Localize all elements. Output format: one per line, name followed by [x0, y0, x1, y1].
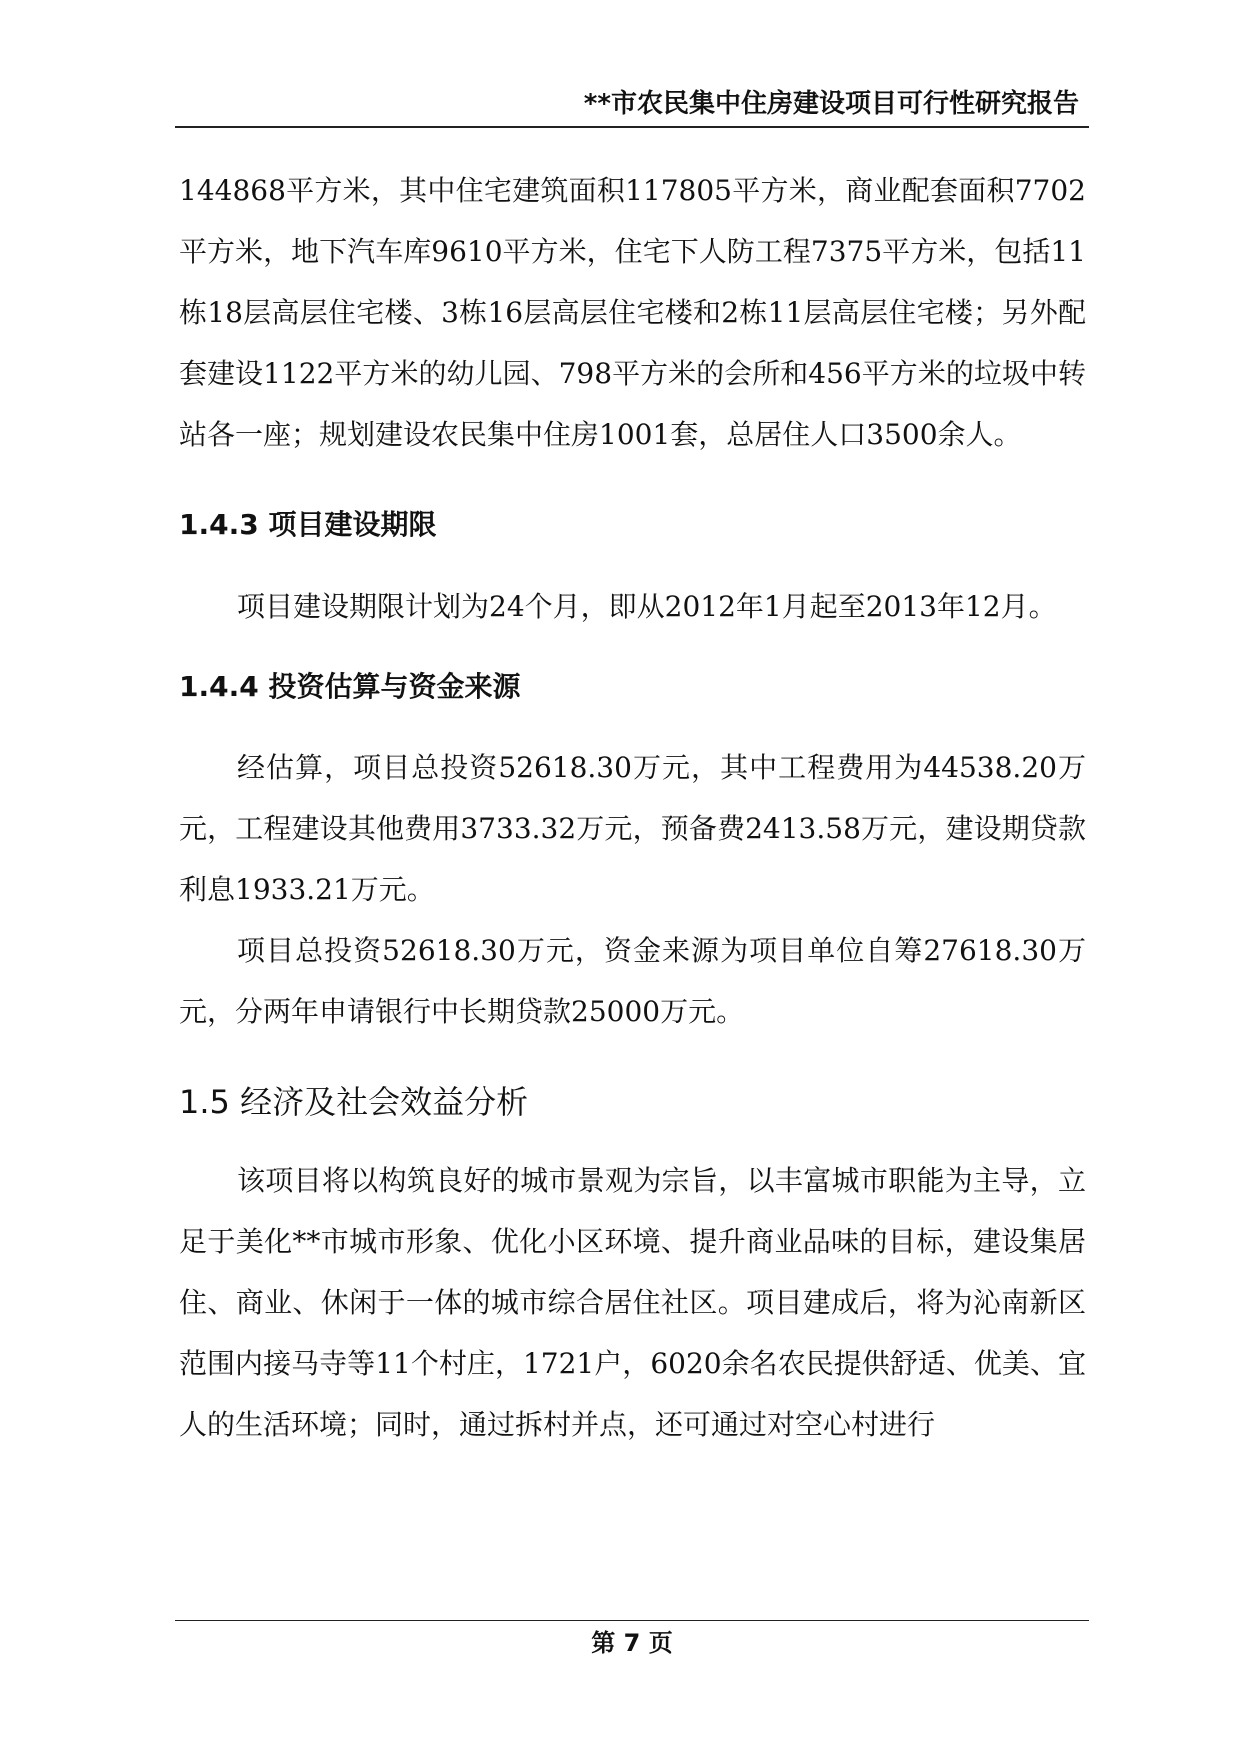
section-heading-1-4-4: 1.4.4 投资估算与资金来源: [179, 670, 521, 703]
spacer: [179, 465, 1086, 505]
section-1-4-4-paragraph-2: 项目总投资52618.30万元，资金来源为项目单位自筹27618.30万元，分两年申请银行中长期贷款25000万元。: [179, 934, 1086, 1028]
page-number: 第 7 页: [591, 1629, 673, 1657]
intro-paragraph: 144868平方米，其中住宅建筑面积117805平方米，商业配套面积7702平方米，地下汽车库9610平方米，住宅下人防工程7375平方米，包括11栋18层高层住宅楼、3栋16层高层住宅楼和2栋11层高层住宅楼；另外配套建设1122平方米的幼儿园、798平方米的会所和456平方米的垃圾中转站各一座；规划建设农民集中住房1001套，总居住人口3500余人。: [179, 174, 1086, 451]
spacer: [179, 545, 1086, 576]
spacer: [179, 707, 1086, 737]
section-heading-1-5: 1.5 经济及社会效益分析: [179, 1083, 529, 1121]
spacer: [179, 637, 1086, 667]
header-divider: [175, 126, 1089, 128]
spacer: [179, 1042, 1086, 1080]
spacer: [179, 1124, 1086, 1150]
section-1-5-paragraph: 该项目将以构筑良好的城市景观为宗旨，以丰富城市职能为主导，立足于美化**市城市形象、优化小区环境、提升商业品味的目标，建设集居住、商业、休闲于一体的城市综合居住社区。项目建成后，将为沁南新区范围内接马寺等11个村庄，1721户，6020余名农民提供舒适、优美、宜人的生活环境；同时，通过拆村并点，还可通过对空心村进行: [179, 1164, 1086, 1441]
document-body: [179, 160, 1086, 1455]
footer-divider: [175, 1620, 1089, 1621]
section-heading-1-4-3: 1.4.3 项目建设期限: [179, 508, 437, 541]
running-header: **市农民集中住房建设项目可行性研究报告: [583, 89, 1079, 119]
section-1-4-4-paragraph-1: 经估算，项目总投资52618.30万元，其中工程费用为44538.20万元，工程建设其他费用3733.32万元，预备费2413.58万元，建设期贷款利息1933.21万元。: [179, 751, 1086, 906]
section-1-4-3-paragraph: 项目建设期限计划为24个月，即从2012年1月起至2013年12月。: [237, 590, 1057, 623]
